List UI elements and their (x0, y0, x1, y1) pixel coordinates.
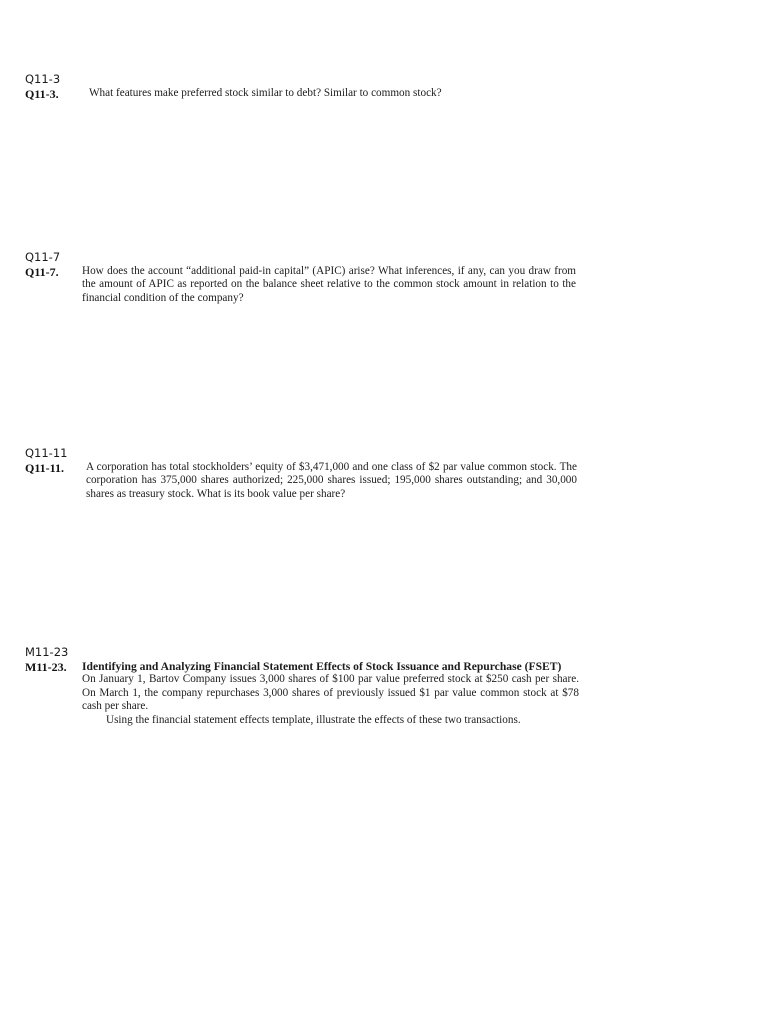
question-row (25, 87, 585, 101)
question-tag: Q11-3 (25, 72, 61, 86)
question-m11-23 (25, 645, 585, 727)
question-row (25, 265, 585, 305)
question-tag: Q11-7 (25, 250, 61, 264)
question-q11-11 (25, 446, 585, 501)
question-text: A corporation has total stockholders’ equity of $3,471,000 and one class of $2 par value common stock. The corporation has 375,000 shares authorized; 225,000 shares issued; 195,000 shares outstanding; and 30,000 shares as treasury stock. What is its book value per share? (86, 461, 577, 500)
question-instruction: Using the financial statement effects template, illustrate the effects of these two transactions. (106, 713, 521, 726)
question-row (25, 461, 585, 501)
question-number: Q11-11. (25, 461, 65, 475)
question-row (25, 660, 585, 727)
question-number: Q11-3. (25, 87, 59, 101)
question-number: Q11-7. (25, 265, 59, 279)
question-q11-7 (25, 250, 585, 305)
question-tag: M11-23 (25, 645, 69, 659)
question-text: How does the account “additional paid-in capital” (APIC) arise? What inferences, if any, can you draw from the amount of APIC as reported on the balance sheet relative to the common stock amount in relation to the financial condition of the company? (82, 265, 576, 304)
question-body (82, 660, 579, 727)
question-title: Identifying and Analyzing Financial Statement Effects of Stock Issuance and Repurchase (FSET) (82, 660, 562, 673)
question-text: What features make preferred stock similar to debt? Similar to common stock? (89, 87, 442, 99)
question-number: M11-23. (25, 660, 67, 674)
question-tag: Q11-11 (25, 446, 68, 460)
question-q11-3 (25, 72, 585, 101)
question-text: On January 1, Bartov Company issues 3,000 shares of $100 par value preferred stock at $250 cash per share. On March 1, the company repurchases 3,000 shares of previously issued $1 par value common stock at $78 cash per share. (82, 673, 579, 713)
